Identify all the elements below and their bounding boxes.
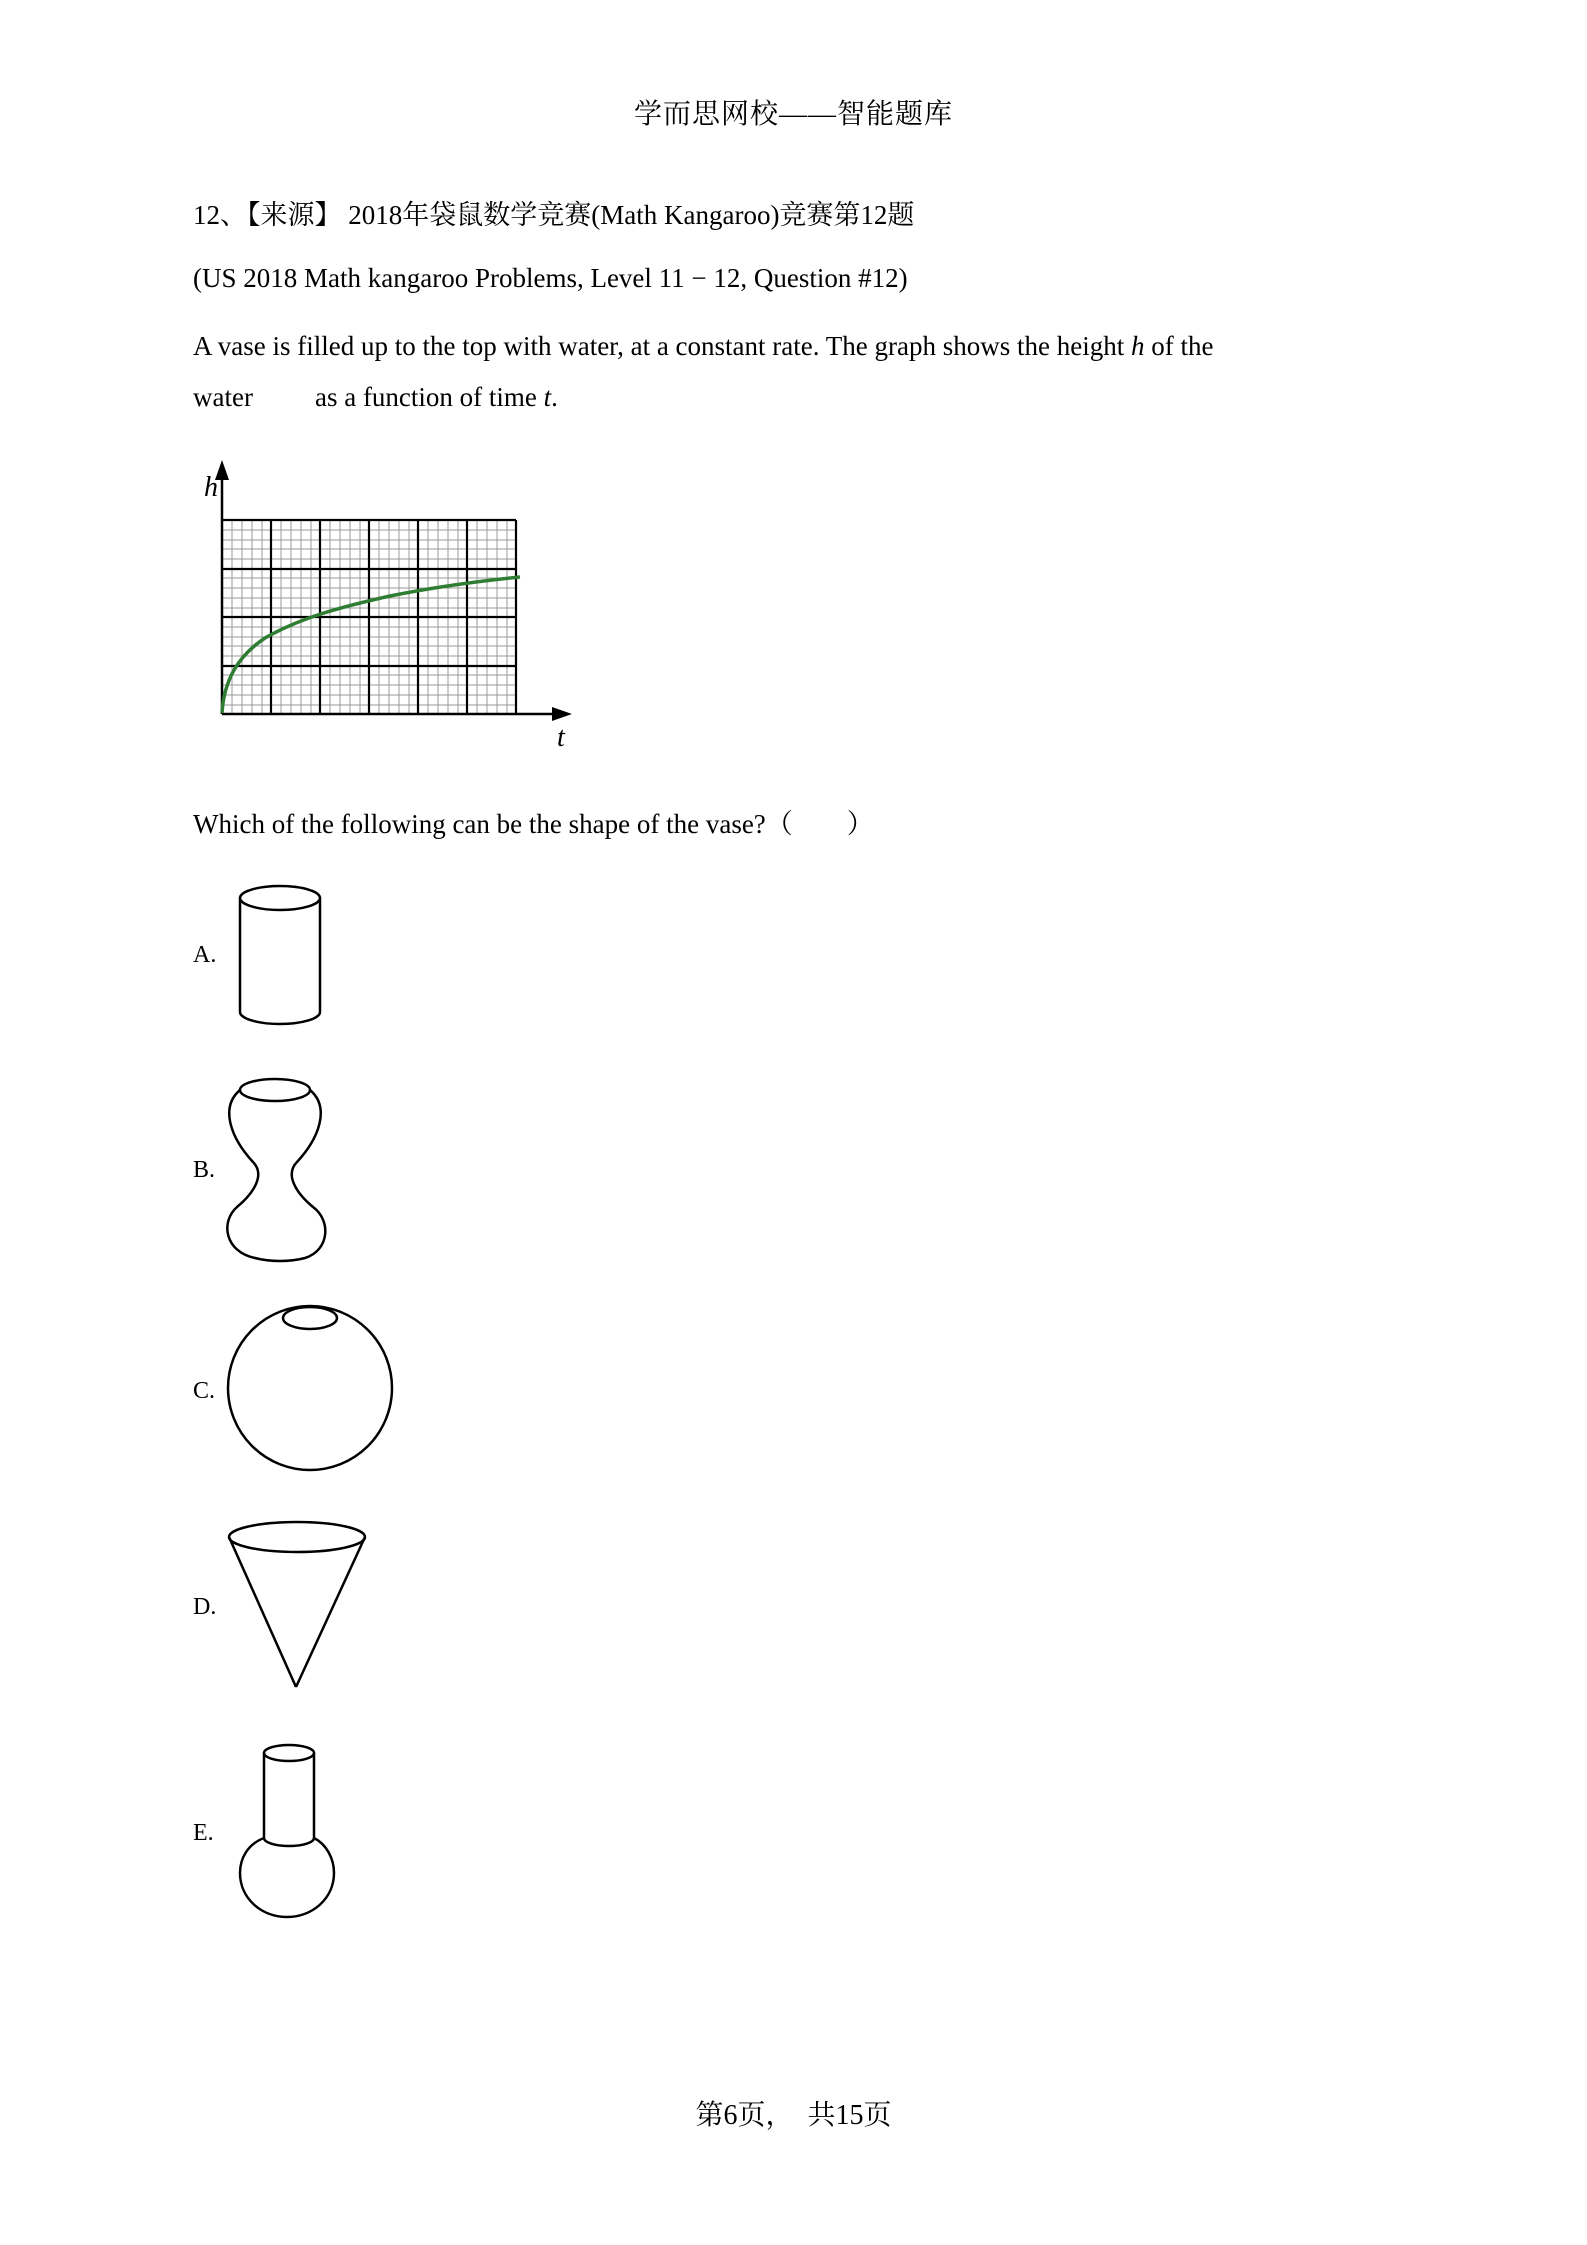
option-c-label[interactable]: C.: [193, 1378, 216, 1404]
question-text-part: A vase is filled up to the top with water, at a constant rate. The graph shows the height: [193, 331, 1131, 361]
question-text-part: as a function of time: [314, 382, 544, 412]
x-axis-label: t: [557, 722, 565, 753]
variable-h: h: [1130, 331, 1145, 361]
hourglass-vase-icon: [215, 1072, 335, 1272]
option-e-label[interactable]: E.: [193, 1820, 214, 1846]
question-text-line-1: [193, 331, 1213, 362]
page-footer: 第6页， 共15页: [695, 2100, 892, 2131]
flask-icon: [238, 1740, 348, 1920]
option-b-label[interactable]: B.: [193, 1157, 216, 1183]
question-text-part: water: [193, 382, 253, 412]
cylinder-icon: [230, 880, 330, 1030]
variable-t: t: [543, 382, 552, 412]
question-reference: (US 2018 Math kangaroo Problems, Level 11 − 12, Question #12): [193, 263, 908, 293]
x-axis-arrow: [552, 707, 572, 721]
page-header: 学而思网校——智能题库: [633, 99, 953, 130]
sphere-icon: [222, 1298, 402, 1473]
question-text-part: .: [551, 382, 558, 412]
question-text-part: of the: [1144, 331, 1214, 361]
question-text-line-2: [193, 382, 558, 413]
option-a-label[interactable]: A.: [193, 942, 217, 968]
height-curve: [222, 577, 520, 713]
question-source: 12、【来源】 2018年袋鼠数学竞赛(Math Kangaroo)竞赛第12题: [193, 200, 915, 230]
question-prompt: Which of the following can be the shape of the vase?（ ）: [193, 809, 874, 839]
cone-icon: [222, 1515, 372, 1695]
y-axis-label: h: [204, 472, 218, 503]
option-d-label[interactable]: D.: [193, 1594, 217, 1620]
height-time-graph: [190, 460, 590, 760]
